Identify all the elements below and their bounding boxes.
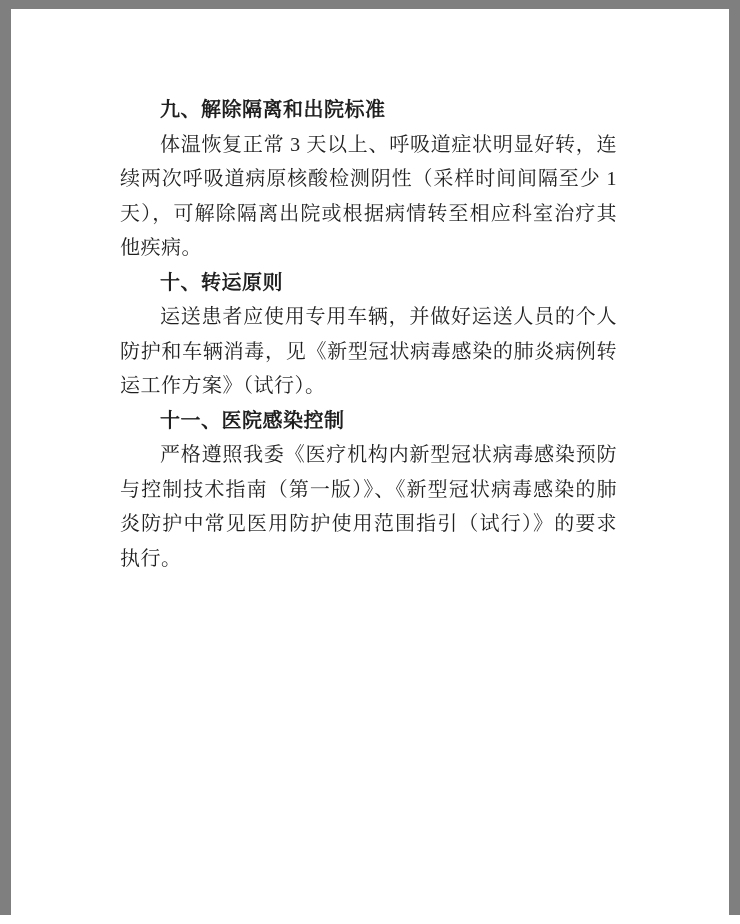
section-transfer-principles	[120, 266, 617, 404]
page-frame-left	[0, 0, 11, 915]
section-hospital-infection-control	[120, 404, 617, 577]
section-paragraph: 严格遵照我委《医疗机构内新型冠状病毒感染预防与控制技术指南（第一版）》、《新型冠状病毒感染的肺炎防护中常见医用防护使用范围指引（试行）》的要求执行。	[120, 444, 617, 570]
section-heading: 十一、医院感染控制	[160, 409, 345, 432]
document-page	[11, 9, 729, 915]
section-heading: 九、解除隔离和出院标准	[160, 99, 386, 121]
document-content	[120, 93, 617, 576]
section-paragraph: 体温恢复正常 3 天以上、呼吸道症状明显好转，连续两次呼吸道病原核酸检测阴性（采样时间间隔至少 1 天），可解除隔离出院或根据病情转至相应科室治疗其他疾病。	[120, 133, 617, 259]
page-frame-top	[0, 0, 740, 9]
section-paragraph: 运送患者应使用专用车辆，并做好运送人员的个人防护和车辆消毒，见《新型冠状病毒感染的肺炎病例转运工作方案》（试行）。	[120, 306, 617, 397]
section-heading: 十、转运原则	[160, 271, 283, 294]
section-discharge-criteria	[120, 93, 617, 266]
page-frame-right	[729, 0, 740, 915]
